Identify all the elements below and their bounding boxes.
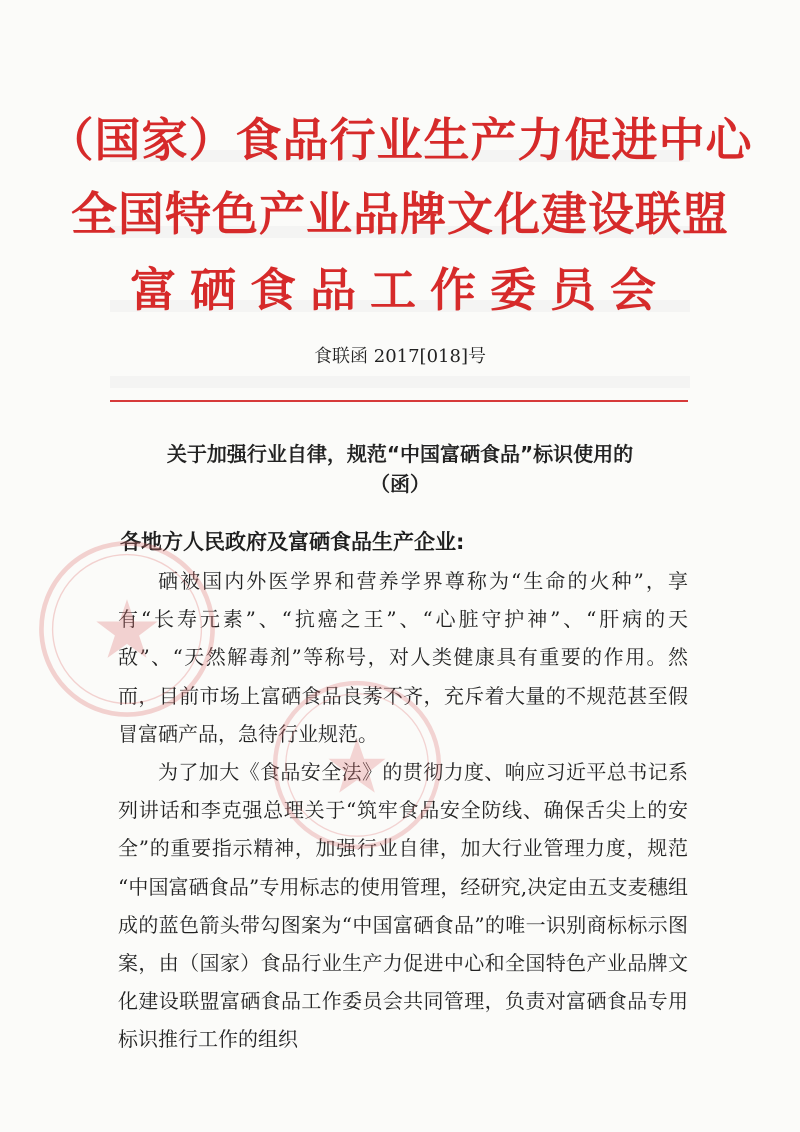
header-line-1: （国家）食品行业生产力促进中心: [47, 113, 753, 167]
paragraph-2: 为了加大《食品安全法》的贯彻力度、响应习近平总书记系列讲话和李克强总理关于“筑牢食品安全防线、确保舌尖上的安全”的重要指示精神，加强行业自律，加大行业管理力度，规范 “中国富硒食品”专用标志的使用管理，经研究,决定由五支麦穗组成的蓝色箭头带勾图案为“中国富硒食品”的唯一识别商标标示图案，由（国家）食品行业生产力促进中心和全国特色产业品牌文化建设联盟富硒食品工作委员会共同管理，负责对富硒食品专用标识推行工作的组织: [118, 760, 688, 1052]
red-divider: [110, 400, 688, 402]
salutation: 各地方人民政府及富硒食品生产企业:: [120, 530, 465, 554]
header-line-2: 全国特色产业品牌文化建设联盟: [71, 187, 729, 241]
bleed-through: [110, 376, 690, 388]
paragraph-1: 硒被国内外医学界和营养学界尊称为“生命的火种”，享有“长寿元素”、“抗癌之王”、“心脏守护神”、“肝病的天敌”、“天然解毒剂”等称号，对人类健康具有重要的作用。然而，目前市场上富硒食品良莠不齐，充斥着大量的不规范甚至假冒富硒产品，急待行业规范。: [118, 569, 688, 746]
document-number: 食联函 2017[018]号: [314, 346, 486, 367]
header-line-3: 富硒食品工作委员会: [130, 263, 670, 317]
subject-title: 关于加强行业自律，规范“中国富硒食品”标识使用的: [166, 442, 634, 466]
subject-subtitle: （函）: [370, 472, 430, 496]
